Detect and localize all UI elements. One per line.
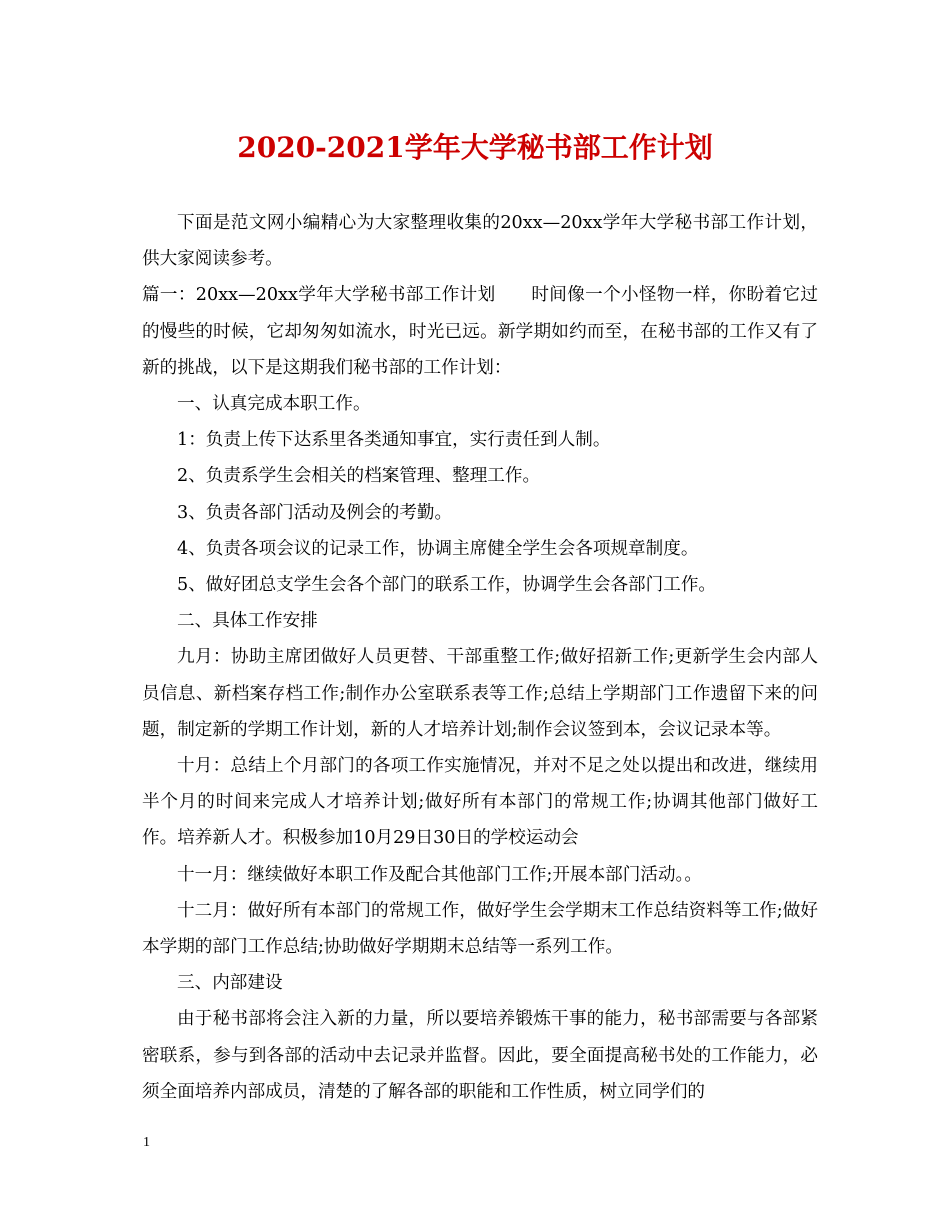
page-number: 1 (143, 1135, 150, 1150)
list-item: 2、负责系学生会相关的档案管理、整理工作。 (177, 466, 541, 487)
paragraph-intro: 下面是范文网小编精心为大家整理收集的20xx—20xx学年大学秘书部工作计划，供大家阅读参考。 (142, 213, 818, 270)
paragraph-november: 十一月：继续做好本职工作及配合其他部门工作;开展本部门活动。。 (177, 864, 702, 885)
paragraph-october: 十月：总结上个月部门的各项工作实施情况，并对不足之处以提出和改进，继续用半个月的时间来完成人才培养计划;做好所有本部门的常规工作;协调其他部门做好工作。培养新人才。积极参加10月29日30日的学校运动会 (142, 756, 818, 849)
list-item: 1：负责上传下达系里各类通知事宜，实行责任到人制。 (177, 430, 611, 451)
list-item: 4、负责各项会议的记录工作，协调主席健全学生会各项规章制度。 (177, 538, 699, 559)
list-item: 5、做好团总支学生会各个部门的联系工作，协调学生会各部门工作。 (177, 575, 717, 596)
document-title: 2020-2021学年大学秘书部工作计划 (237, 131, 713, 164)
document-body (142, 205, 818, 1110)
paragraph-internal-building: 由于秘书部将会注入新的力量，所以要培养锻炼干事的能力，秘书部需要与各部紧密联系，参与到各部的活动中去记录并监督。因此，要全面提高秘书处的工作能力，必须全面培养内部成员，清楚的了解各部的职能和工作性质，树立同学们的 (142, 1009, 818, 1102)
section-heading-3: 三、内部建设 (177, 973, 283, 994)
list-item: 3、负责各部门活动及例会的考勤。 (177, 502, 453, 523)
paragraph-december: 十二月：做好所有本部门的常规工作，做好学生会学期末工作总结资料等工作;做好本学期的部门工作总结;协助做好学期期末总结等一系列工作。 (142, 900, 818, 958)
section-heading-2: 二、具体工作安排 (177, 611, 318, 632)
section-heading-1: 一、认真完成本职工作。 (177, 394, 371, 415)
paragraph-september: 九月：协助主席团做好人员更替、干部重整工作;做好招新工作;更新学生会内部人员信息、新档案存档工作;制作办公室联系表等工作;总结上学期部门工作遗留下来的问题，制定新的学期工作计划，新的人才培养计划;制作会议签到本，会议记录本等。 (142, 647, 818, 740)
paragraph-part-one: 篇一：20xx—20xx学年大学秘书部工作计划 时间像一个小怪物一样，你盼着它过的慢些的时候，它却匆匆如流水，时光已远。新学期如约而至，在秘书部的工作又有了新的挑战，以下是这期我们秘书部的工作计划： (142, 285, 818, 378)
